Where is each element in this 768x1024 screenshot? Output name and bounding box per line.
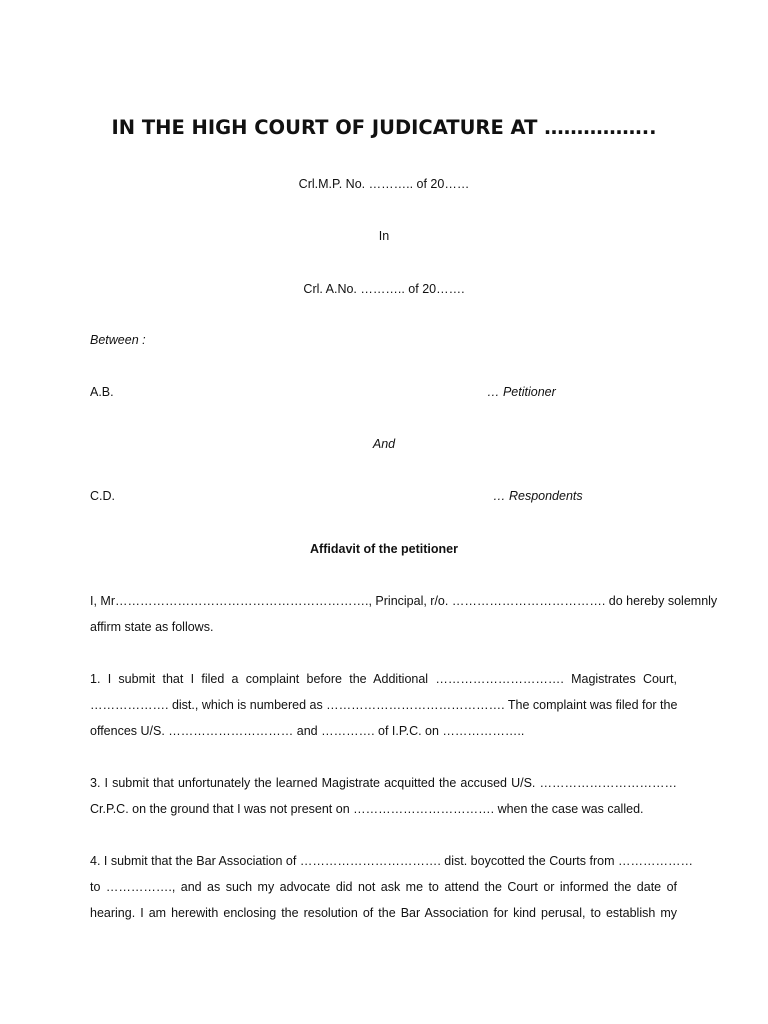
paragraph-3-line: Cr.P.C. on the ground that I was not present on ……………………………. when the case was called. — [90, 802, 644, 816]
case-number-crla: Crl. A.No. ……….. of 20……. — [303, 282, 465, 296]
paragraph-4-line: to ……………., and as such my advocate did not ask me to attend the Court or informed the date of — [90, 880, 677, 894]
paragraph-1 — [90, 666, 677, 744]
respondent-role: … Respondents — [493, 489, 583, 503]
paragraph-3 — [90, 770, 677, 822]
case-number-crlmp: Crl.M.P. No. ……….. of 20…… — [298, 177, 470, 191]
intro-paragraph — [90, 588, 718, 640]
court-title: IN THE HIGH COURT OF JUDICATURE AT …………….. — [111, 116, 657, 139]
intro-line: affirm state as follows. — [90, 620, 214, 634]
paragraph-4 — [90, 848, 693, 926]
paragraph-3-line: 3. I submit that unfortunately the learned Magistrate acquitted the accused U/S. …………………………… — [90, 776, 677, 790]
respondent-name: C.D. — [90, 489, 115, 503]
and-label: And — [372, 437, 396, 451]
petitioner-role: … Petitioner — [487, 385, 556, 399]
in-label: In — [378, 229, 390, 243]
paragraph-1-line: 1. I submit that I filed a complaint before the Additional …………………………. Magistrates Court, — [90, 672, 677, 686]
paragraph-1-line: offences U/S. ………………………… and …………. of I.P.C. on ……………….. — [90, 724, 525, 738]
paragraph-4-line: 4. I submit that the Bar Association of ……………………………. dist. boycotted the Courts from ……………… — [90, 854, 693, 868]
intro-line: I, Mr……………………………………………………., Principal, r/o. ………………………………. do hereby solemnly — [90, 594, 718, 608]
petitioner-name: A.B. — [90, 385, 114, 399]
paragraph-1-line: ………………. dist., which is numbered as ……………………………………. The complaint was filed for the — [90, 698, 678, 712]
affidavit-heading: Affidavit of the petitioner — [310, 542, 458, 556]
between-label: Between : — [90, 333, 146, 347]
paragraph-4-line: hearing. I am herewith enclosing the resolution of the Bar Association for kind perusal, to establish my — [90, 906, 677, 920]
